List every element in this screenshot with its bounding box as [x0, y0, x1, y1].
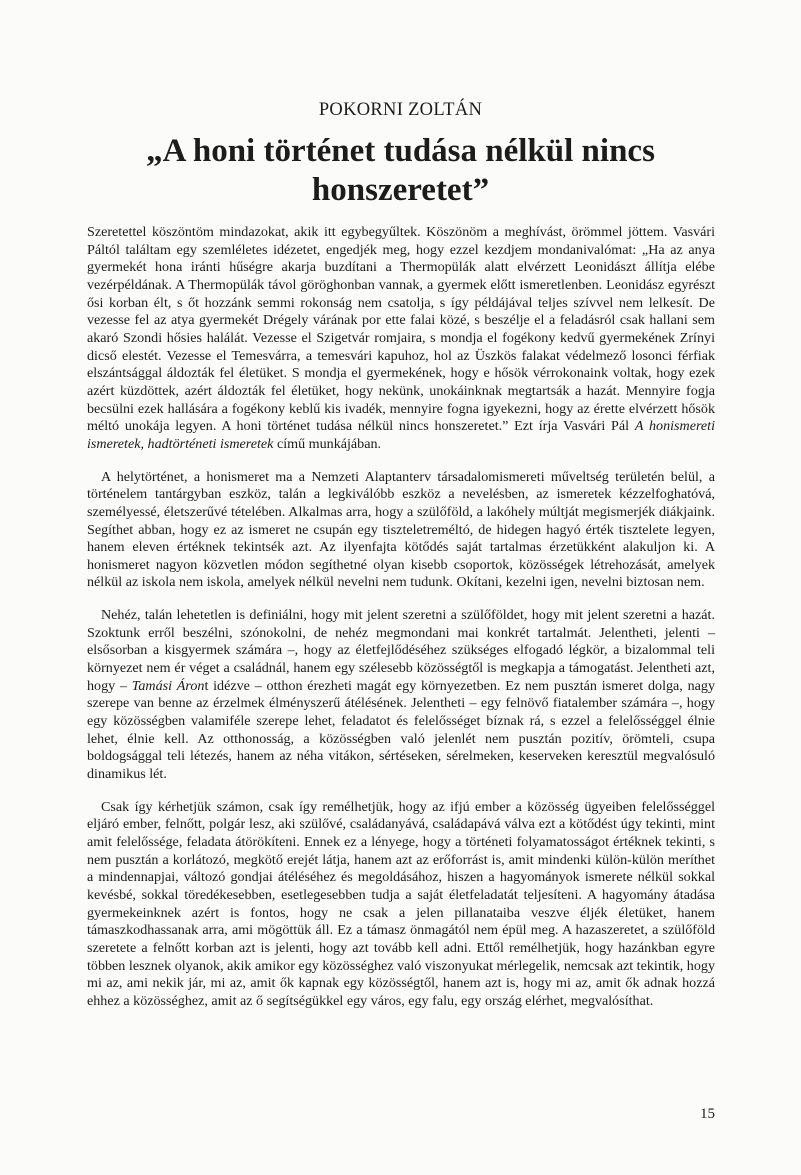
paragraph-3-text: Nehéz, talán lehetetlen is definiálni, hogy mit jelent szeretni a szülőföldet, hogy mit jelent szeretni a hazát. Szoktunk erről beszélni, szónokolni, de nehéz megmondani mai konkrét tartalmát. Jelentheti, jelenti – elsősorban a kisgyermek számára –, hogy az életfejlődéséhez szükséges elfogadó légkör, a bizalommal teli környezet nem ér véget a családnál, hanem egy szélesebb közösségtől is megkapja a támogatást. Jelentheti azt, hogy – [87, 607, 715, 694]
author-name: POKORNI ZOLTÁN [318, 100, 483, 120]
paragraph-3 [87, 607, 715, 784]
quoted-author: Tamási Áron [131, 677, 205, 694]
title-line-1: „A honi történet tudása nélkül nincs [146, 133, 655, 169]
page-number: 15 [700, 1106, 715, 1122]
paragraph-3-end: t idézve – otthon érezheti magát egy környezetben. Ez nem pusztán ismeret dolga, nagy szerepe van benne az érzelmek élményszerű átélésének. Jelentheti – egy felnövő fiatalember számára –, hogy egy közösségben valamiféle szerepe lehet, feladatot és felelősséget bíznak rá, s ezzel a felelősséggel élnie lehet, élnie kell. Az otthonosság, a közösségben való jelenlét nem pusztán pozitív, örömteli, csupa boldogsággal teli létezés, hanem az néha vitákon, sértéseken, sérelmeken, keserveken keresztül megvalósuló dinamikus lét. [87, 677, 716, 783]
paragraph-1-text: Szeretettel köszöntöm mindazokat, akik itt egybegyűltek. Köszönöm a meghívást, örömmel jöttem. Vasvári Páltól találtam egy szemléletes idézetet, engedjék meg, hogy ezzel kezdjem mondanivalómat: „Ha az anya gyermekét hona iránti hűségre akarja buzdítani a Thermopülák alatt elvérzett Leonidászt állítja elébe vezérpéldának. A Thermopülák távol göröghonban vannak, a gyermek előtt ismeretlenben. Leonidász egyrészt ősi korban élt, s őt hozzánk semmi rokonság nem csatolja, s így példájával teljes szívvel nem lelkesít. De vezesse fel az atya gyermekét Drégely várának por ette falai közé, s beszélje el a feladásról csak hallani sem akaró Szondi hősies halálát. Vezesse el Szigetvár romjaira, s mondja el fogékony kedvű gyermekének Zrínyi dicső elestét. Vezesse el Temesvárra, a temesvári kapuhoz, hol az Üszkös falakat védelmező losonci férfiak elszántsággal áldozták fel életüket. S mondja el gyermekének, hogy e hősök vérrokonaink voltak, hogy ezek azért küzdöttek, azért áldozták fel életüket, hogy nekünk, unokáinknak megtartsák a hazát. Mennyire fogja becsülni ezek hallására a fogékony keblű kis ivadék, mennyire fogna igyekezni, hogy az érette elvérzett hősök méltó unokája legyen. A honi történet tudása nélkül nincs honszeretet.” Ezt írja Vasvári Pál [87, 224, 715, 435]
paragraph-1-end: című munkájában. [273, 435, 382, 452]
paragraph-1 [87, 224, 715, 454]
work-title: A honismereti ismeretek, hadtörténeti ismeretek [87, 418, 715, 452]
title-line-2: honszeretet” [311, 172, 490, 208]
paragraph-2: A helytörténet, a honismeret ma a Nemzeti Alaptanterv társadalomismereti műveltség területén belül, a történelem tantárgyban eszköz, talán a legkiválóbb eszköz a nevelésben, az ismeretek kézzelfoghatóvá, személyessé, életszerűvé tételében. Alkalmas arra, hogy a szülőföld, a lakóhely múltját megismerjék diákjaink. Segíthet abban, hogy ez az ismeret ne csupán egy tiszteletreméltó, de hidegen hagyó érték tisztelete legyen, hanem eleven értéknek tekintsék azt. Az ilyenfajta kötődés saját tartalmas érzetükként alakuljon ki. A honismeret nagyon közvetlen módon segíthetné olyan kisebb csoportok, közösségek létrehozását, amelyek nélkül az iskola nem iskola, amelyek nélkül nevelni nem tudunk. Okítani, kezelni igen, nevelni biztosan nem. [87, 468, 715, 591]
paragraph-4: Csak így kérhetjük számon, csak így remélhetjük, hogy az ifjú ember a közösség ügyeiben felelősséggel eljáró ember, felnőtt, polgár lesz, aki szülővé, családanyává, családapává válva ezt a kötődést úgy tekinti, mint amit felelőssége, feladata átörökíteni. Ennek ez a lényege, hogy a történeti folyamatosságot értéknek tekinti, s nem pusztán a korlátozó, megkötő erejét látja, hanem azt az erőforrást is, amit mindenki külön-külön meríthet a mindennapjai, változó gondjai átéléséhez és megoldásához, hiszen a hagyományok ismerete nélkül sokkal kevésbé, sokkal töredékesebben, esetlegesebben tudja a saját életfeladatát teljesíteni. A hagyomány átadása gyermekeinknek azért is fontos, hogy ne csak a jelen pillanataiba veszve éljék életüket, hanem támaszkodhassanak arra, ami mögöttük áll. Ez a támasz önmagától nem épül meg. A hazaszeretet, a szülőföld szeretete a felnőtt korban azt is jelenti, hogy azt tovább kell adni. Ettől remélhetjük, hogy hazánkban egyre többen lesznek olyanok, akik amikor egy közösséghez való viszonyukat mérlegelik, nemcsak azt tekintik, hogy mi az, ami nekik jár, mi az, amit ők kapnak egy közösségtől, hanem azt is, hogy mi az, amit ők adnak hozzá ehhez a közösséghez, amit az ő segítségükkel egy város, egy falu, egy ország elérhet, megvalósíthat. [87, 798, 715, 1009]
article-title [100, 132, 701, 210]
article-body [87, 224, 715, 1026]
